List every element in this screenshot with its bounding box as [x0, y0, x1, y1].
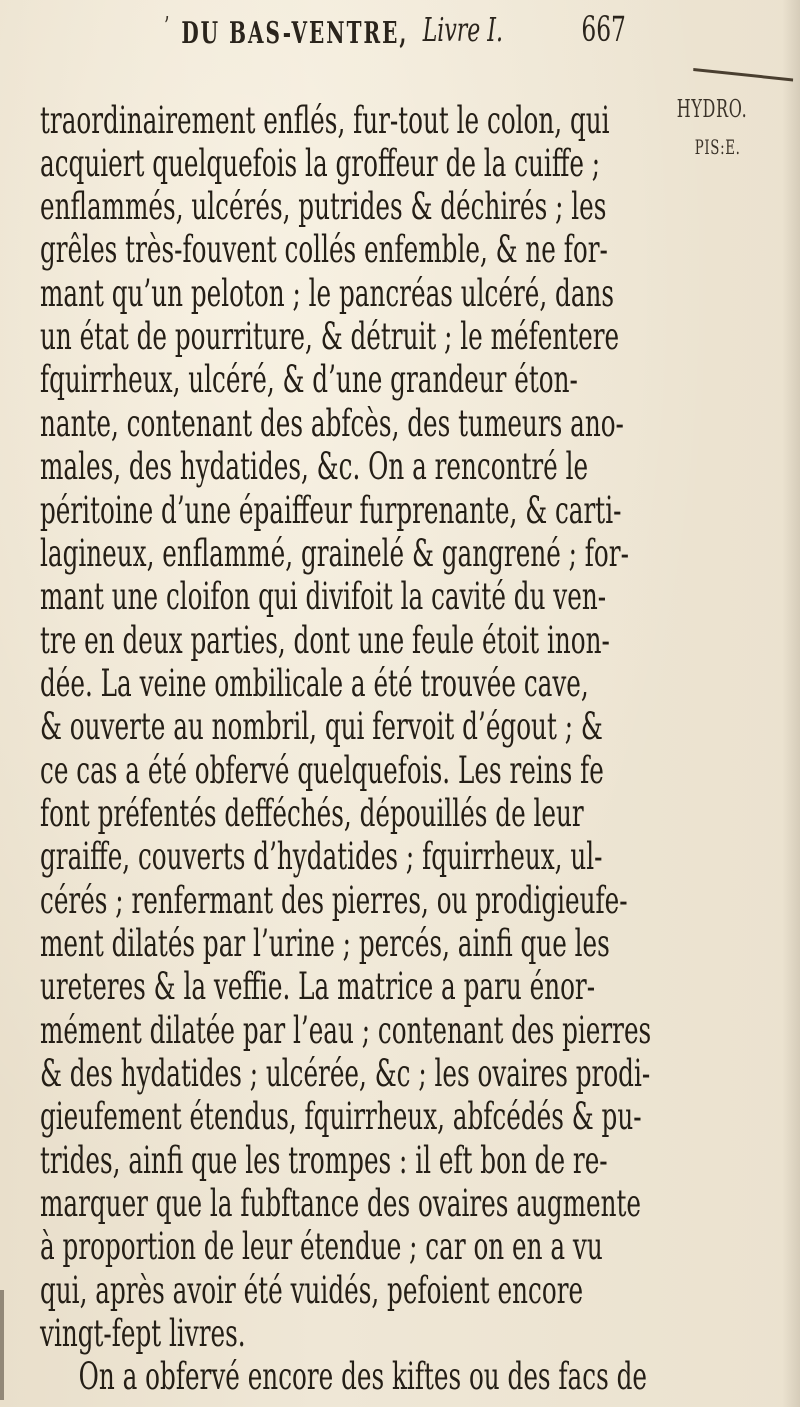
body-line: péritoine d’une épaiffeur furprenante, & carti-	[40, 489, 622, 532]
body-line: à proportion de leur étendue ; car on en a vu	[40, 1225, 603, 1268]
body-line: cérés ; renfermant des pierres, ou prodigieufe-	[40, 879, 628, 922]
margin-note-hydro: HYDRO.	[676, 95, 748, 123]
body-line: lagineux, enflammé, grainelé & gangrené ; for-	[40, 532, 629, 575]
body-line: enflammés, ulcérés, putrides & déchirés ; les	[40, 185, 607, 228]
body-line: males, des hydatides, &c. On a rencontré le	[40, 445, 589, 488]
running-head	[0, 10, 626, 70]
body-line: ureteres & la veffie. La matrice a paru énor-	[40, 965, 596, 1008]
body-line: mant une cloifon qui divifoit la cavité du ven-	[40, 575, 607, 618]
running-head-section: DU BAS-VENTRE,	[181, 16, 409, 51]
running-head-book: Livre I.	[422, 10, 503, 49]
body-line: mant qu’un peloton ; le pancréas ulcéré, dans	[40, 272, 615, 315]
body-line: & ouverte au nombril, qui fervoit d’égout ; &	[40, 705, 603, 748]
body-line: On a obfervé encore des kiftes ou des facs de	[78, 1355, 647, 1398]
body-line: nante, contenant des abfcès, des tumeurs ano-	[40, 402, 624, 445]
body-line: ment dilatés par l’urine ; percés, ainfi que les	[40, 922, 610, 965]
margin-note-pisie: PIS:E.	[694, 135, 741, 159]
body-line: qui, après avoir été vuidés, pefoient encore	[40, 1269, 584, 1312]
body-line: gieufement étendus, fquirrheux, abfcédés & pu-	[40, 1095, 642, 1138]
body-line: fquirrheux, ulcéré, & d’une grandeur éton-	[40, 358, 578, 401]
page-number: 667	[581, 10, 626, 50]
body-line: tre en deux parties, dont une feule étoit inon-	[40, 619, 610, 662]
body-line: dée. La veine ombilicale a été trouvée cave,	[40, 662, 589, 705]
body-line: vingt-fept livres.	[40, 1312, 246, 1355]
margin-rule	[693, 68, 793, 81]
body-line: graiffe, couverts d’hydatides ; fquirrheux, ul-	[40, 835, 603, 878]
running-head-mark: ’	[164, 12, 170, 42]
body-line: ce cas a été obfervé quelquefois. Les reins fe	[40, 749, 604, 792]
body-line: & des hydatides ; ulcérée, &c ; les ovaires prodi-	[40, 1052, 651, 1095]
body-line: grêles très-fouvent collés enfemble, & ne for-	[40, 228, 608, 271]
body-line: marquer que la fubftance des ovaires augmente	[40, 1182, 642, 1225]
body-line: mément dilatée par l’eau ; contenant des pierres	[40, 1009, 652, 1052]
body-line: trides, ainfi que les trompes : il eft bon de re-	[40, 1139, 608, 1182]
body-line: un état de pourriture, & détruit ; le méfentere	[40, 315, 620, 358]
body-line: font préfentés defféchés, dépouillés de leur	[40, 792, 584, 835]
body-line: acquiert quelquefois la groffeur de la cuiffe ;	[40, 142, 601, 185]
body-line: traordinairement enflés, fur-tout le colon, qui	[40, 99, 610, 142]
